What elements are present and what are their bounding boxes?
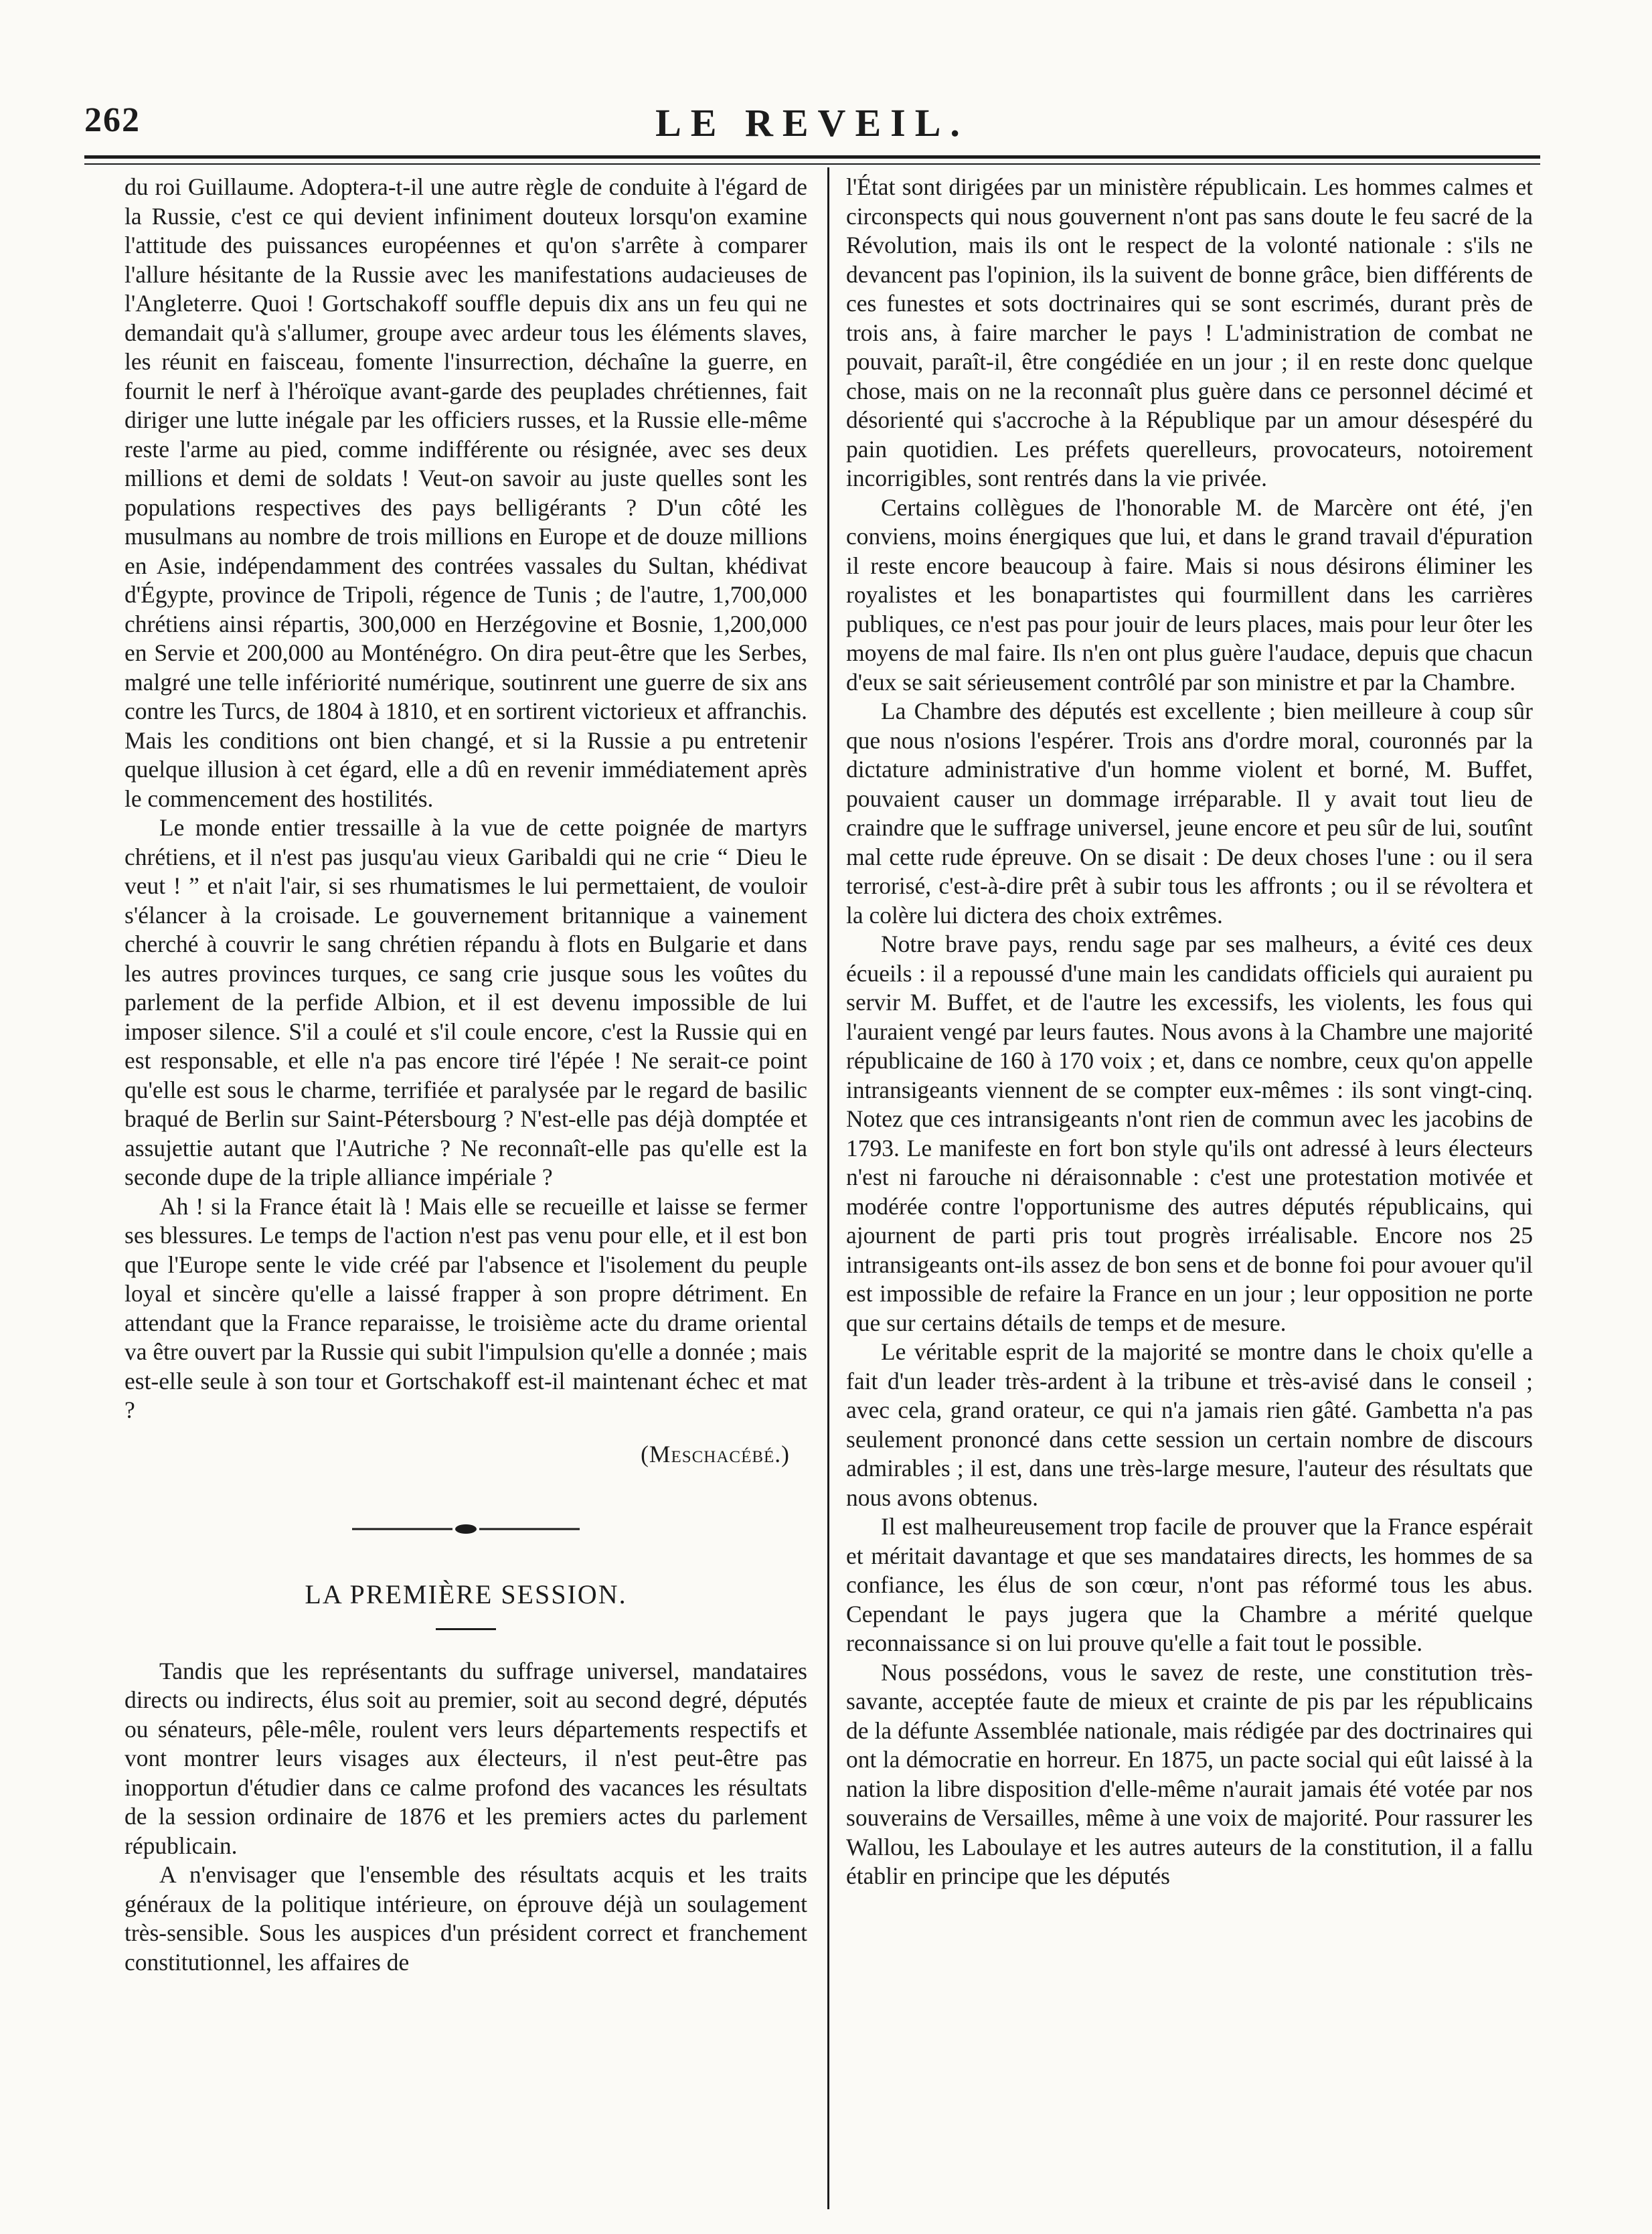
article-paragraph: Nous possédons, vous le savez de reste, une constitution très-savante, acceptée faute de mieux et crainte de pis par les républicains de la défunte Assemblée nationale, mais rédigée par des doctrinaires qui ont la démocratie en horreur. En 1875, un pacte social qui eût laissé à la nation la libre disposition d'elle-même n'aurait jamais été votée par nos souverains de Versailles, même à une voix de majorité. Pour rassurer les Wallou, les Laboulaye et les autres auteurs de la constitution, il a fallu établir en principe que les députés xyxy=(846,1658,1533,1889)
column-divider xyxy=(827,167,829,2209)
section-rule xyxy=(436,1628,496,1630)
article-paragraph: Ah ! si la France était là ! Mais elle se recueille et laisse se fermer ses blessures. Le temps de l'action n'est pas venu pour elle, et il est bon que l'Europe sente le vide créé par l'absence et l'isolement du peuple loyal et sincère qu'elle a laissé frapper à son propre détriment. En attendant que la France reparaisse, le troisième acte du drame oriental va être ouvert par la Russie qui subit l'impulsion qu'elle a donnée ; mais est-elle seule à son tour et Gortschakoff est-il maintenant échec et mat ? xyxy=(125,1192,807,1423)
section-title: LA PREMIÈRE SESSION. xyxy=(305,1579,627,1609)
masthead: LE REVEIL. xyxy=(655,101,969,145)
article-paragraph: Il est malheureusement trop facile de prouver que la France espérait et méritait davantage et que ses mandataires directs, les hommes de sa confiance, les élus de son cœur, n'ont pas réformé tous les abus. Cependant le pays jugera que la Chambre a mérité quelque reconnaissance si on lui prouve qu'elle a fait tout le possible. xyxy=(846,1513,1533,1656)
right-column xyxy=(846,173,1533,1891)
article-paragraph: Certains collègues de l'honorable M. de Marcère ont été, j'en conviens, moins énergiques que lui, et dans le grand travail d'épuration il reste encore beaucoup à faire. Mais si nous désirons éliminer les royalistes et les bonapartistes qui fourmillent dans les carrières publiques, ce n'est pas pour jouir de leurs places, mais pour leur ôter les moyens de mal faire. Ils n'en ont plus guère l'audace, depuis que chacun d'eux se sait sérieusement contrôlé par son ministre et par la Chambre. xyxy=(846,493,1533,696)
page-number: 262 xyxy=(84,101,141,139)
header-rule-thin xyxy=(84,163,1540,165)
article-paragraph: A n'envisager que l'ensemble des résultats acquis et les traits généraux de la politique intérieure, on éprouve déjà un soulagement très-sensible. Sous les auspices d'un président correct et franchement constitutionnel, les affaires de xyxy=(125,1861,807,1976)
page-header xyxy=(84,100,1540,154)
header-rule xyxy=(84,155,1540,159)
article-paragraph: Le véritable esprit de la majorité se montre dans le choix qu'elle a fait d'un leader très-ardent à la tribune et très-avisé dans le conseil ; avec cela, grand orateur, ce qui n'a jamais rien gâté. Gambetta n'a pas seulement prononcé dans cette session un certain nombre de discours admirables ; il est, dans une très-large mesure, l'auteur des résultats que nous avons obtenus. xyxy=(846,1338,1533,1511)
article-signature: (Meschacébé.) xyxy=(641,1440,790,1467)
left-column xyxy=(125,173,807,1977)
article-paragraph: Notre brave pays, rendu sage par ses malheurs, a évité ces deux écueils : il a repoussé d'une main les candidats officiels qui auraient pu servir M. Buffet, et de l'autre les excessifs, les violents, les fous qui l'auraient vengé par leurs fautes. Nous avons à la Chambre une majorité républicaine de 160 à 170 voix ; et, dans ce nombre, ceux qu'on appelle intransigeants viennent de se compter eux-mêmes : ils sont vingt-cinq. Notez que ces intransigeants n'ont rien de commun avec les jacobins de 1793. Le manifeste en fort bon style qu'ils ont adressé à leurs électeurs n'est ni farouche ni déraisonnable : c'est une protestation motivée et modérée contre l'opportunisme des autres députés républicains, qui ajournent de parti pris tout progrès irréalisable. Encore nos 25 intransigeants ont-ils assez de bon sens et de bonne foi pour avouer qu'il est impossible de refaire la France en un jour ; leur opposition ne porte que sur certains détails de temps et de mesure. xyxy=(846,931,1533,1336)
article-paragraph: l'État sont dirigées par un ministère républicain. Les hommes calmes et circonspects qui nous gouvernent n'ont pas sans doute le feu sacré de la Révolution, mais ils ont le respect de la volonté nationale : s'ils ne devancent pas l'opinion, ils la suivent de bonne grâce, bien différents de ces funestes et sots doctrinaires qui se sont escrimés, durant près de trois ans, à faire marcher le pays ! L'administration de combat ne pouvait, paraît-il, être congédiée en un jour ; il en reste donc quelque chose, mais on ne la reconnaît plus guère dans ce personnel décimé et désorienté qui s'accroche à la République par un amour désespéré du pain quotidien. Les préfets querelleurs, provocateurs, notoirement incorrigibles, sont rentrés dans la vie privée. xyxy=(846,173,1533,491)
article-paragraph: Tandis que les représentants du suffrage universel, mandataires directs ou indirects, élus soit au premier, soit au second degré, députés ou sénateurs, pêle-mêle, roulent vers leurs départements respectifs et vont montrer leurs visages aux électeurs, il n'est peut-être pas inopportun d'étudier dans ce calme profond des vacances les résultats de la session ordinaire de 1876 et les premiers actes du parlement républicain. xyxy=(125,1657,807,1859)
article-paragraph: Le monde entier tressaille à la vue de cette poignée de martyrs chrétiens, et il n'est pas jusqu'au vieux Garibaldi qui ne crie “ Dieu le veut ! ” et n'ait l'air, si ses rhumatismes le lui permettaient, de vouloir s'élancer à la croisade. Le gouvernement britannique a vainement cherché à couvrir le sang chrétien répandu à flots en Bulgarie et dans les autres provinces turques, ce sang crie jusque sous les voûtes du parlement de la perfide Albion, et il est devenu impossible de lui imposer silence. S'il a coulé et s'il coule encore, c'est la Russie qui en est responsable, et elle n'a pas encore tiré l'épée ! Ne serait-ce point qu'elle est sous le charme, terrifiée et paralysée par le regard de basilic braqué de Berlin sur Saint-Pétersbourg ? N'est-elle pas déjà domptée et assujettie autant que l'Autriche ? Ne reconnaît-elle pas qu'elle est la seconde dupe de la triple alliance impériale ? xyxy=(125,814,807,1190)
ornament-divider xyxy=(352,1521,580,1537)
article-paragraph: La Chambre des députés est excellente ; bien meilleure à coup sûr que nous n'osions l'espérer. Trois ans d'ordre moral, couronnés par la dictature administrative d'un homme violent et borné, M. Buffet, pouvaient causer un dommage irréparable. Il y avait tout lieu de craindre que le suffrage universel, jeune encore et peu sûr de lui, soutînt mal cette rude épreuve. On se disait : De deux choses l'une : ou il sera terrorisé, c'est-à-dire prêt à subir tous les affronts ; ou il se révoltera et la colère lui dictera des choix extrêmes. xyxy=(846,698,1533,929)
article-paragraph: du roi Guillaume. Adoptera-t-il une autre règle de conduite à l'égard de la Russie, c'est ce qui devient infiniment douteux lorsqu'on examine l'attitude des puissances européennes et qu'on s'arrête à comparer l'allure hésitante de la Russie avec les manifestations audacieuses de l'Angleterre. Quoi ! Gortschakoff souffle depuis dix ans un feu qui ne demandait qu'à s'allumer, groupe avec ardeur tous les éléments slaves, les réunit en faisceau, fomente l'insurrection, déchaîne la guerre, en fournit le nerf à l'héroïque avant-garde des peuplades chrétiennes, fait diriger une lutte inégale par les officiers russes, et la Russie elle-même reste l'arme au pied, comme indifférente ou résignée, avec ses deux millions et demi de soldats ! Veut-on savoir au juste quelles sont les populations respectives des pays belligérants ? D'un côté les musulmans au nombre de trois millions en Europe et de douze millions en Asie, indépendamment des contrées vassales du Sultan, khédivat d'Égypte, province de Tripoli, régence de Tunis ; de l'autre, 1,700,000 chrétiens ainsi répartis, 300,000 en Herzégovine et Bosnie, 1,200,000 en Servie et 200,000 au Monténégro. On dira peut-être que les Serbes, malgré une telle infériorité numérique, soutinrent une guerre de six ans contre les Turcs, de 1804 à 1810, et en sortirent victorieux et affranchis. Mais les conditions ont bien changé, et si la Russie a pu entretenir quelque illusion à cet égard, elle a dû en revenir immédiatement après le commencement des hostilités. xyxy=(125,173,807,812)
